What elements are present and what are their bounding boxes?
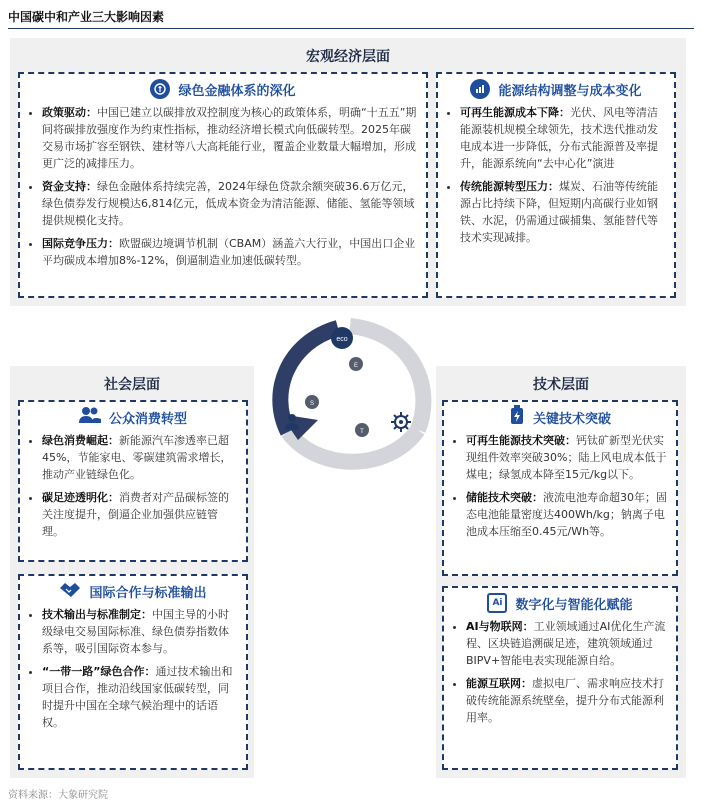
eco-icon — [331, 327, 353, 349]
esg-cycle-diagram — [258, 312, 448, 472]
energy-structure-card — [436, 72, 676, 298]
list-item: • 国际竞争压力：欧盟碳边境调节机制（CBAM）涵盖六大行业，中国出口企业平均碳成本增加8%-12%，倒逼制造业加速低碳转型。 — [42, 235, 418, 269]
finance-icon — [150, 79, 170, 99]
list-item: • 资金支持：绿色金融体系持续完善，2024年绿色贷款余额突破36.6万亿元，绿色债券发行规模达6,814亿元，低成本资金为清洁能源、储能、氢能等领域提供规模化支持。 — [42, 178, 418, 229]
green-finance-title: 绿色金融体系的深化 — [178, 83, 296, 99]
energy-chart-icon — [470, 79, 490, 99]
green-finance-card — [18, 72, 428, 298]
battery-icon — [509, 405, 525, 429]
energy-structure-title: 能源结构调整与成本变化 — [498, 83, 642, 99]
digital-card — [442, 586, 678, 770]
list-item: • “一带一路”绿色合作：通过技术输出和项目合作，推动沿线国家低碳转型，同时提升中国在全球气候治理中的话语权。 — [42, 663, 238, 731]
list-item: • 碳足迹透明化：消费者对产品碳标签的关注度提升，倒逼企业加强供应链管理。 — [42, 489, 238, 540]
people-icon — [79, 406, 101, 428]
gear-icon — [391, 412, 411, 432]
tech-heading: 技术层面 — [533, 377, 589, 393]
page-title: 中国碳中和产业三大影响因素 — [8, 10, 165, 24]
list-item: • AI与物联网：工业领域通过AI优化生产流程、区块链追溯碳足迹，建筑领域通过BIPV+智能电表实现能源自给。 — [466, 618, 668, 669]
svg-text:E: E — [353, 363, 359, 369]
social-heading: 社会层面 — [104, 377, 160, 393]
handshake-icon — [59, 580, 81, 602]
cooperation-card — [18, 574, 248, 770]
svg-text:T: T — [360, 429, 364, 435]
macro-heading: 宏观经济层面 — [306, 49, 390, 65]
title-rule — [8, 28, 694, 29]
list-item: • 可再生能源成本下降：光伏、风电等清洁能源装机规模全球领先，技术迭代推动发电成本进一步降低，分布式能源普及率提升，能源系统向“去中心化”演进 — [460, 104, 666, 172]
list-item: • 可再生能源技术突破：钙钛矿新型光伏实现组件效率突破30%；陆上风电成本低于煤电；绿氢成本降至15元/kg以下。 — [466, 432, 668, 483]
cycle-arc-bottom — [288, 430, 418, 462]
list-item: • 政策驱动：中国已建立以碳排放双控制度为核心的政策体系，明确“十五五”期间将碳排放强度作为约束性指标，推动经济增长模式向低碳转型。2025年碳交易市场扩容至钢铁、建材等八大高耗能行业，覆盖企业数量大幅增加，形成更广泛的减排压力。 — [42, 104, 418, 172]
list-item: • 能源互联网：虚拟电厂、需求响应技术打破传统能源系统壁垒，提升分布式能源利用率。 — [466, 675, 668, 726]
breakthrough-card — [442, 400, 678, 576]
svg-text:S: S — [309, 401, 315, 407]
list-item: • 绿色消费崛起：新能源汽车渗透率已超45%，节能家电、零碳建筑需求增长，推动产业链绿色化。 — [42, 432, 238, 483]
s-node — [305, 395, 319, 409]
breakthrough-title: 关键技术突破 — [532, 411, 611, 427]
consumption-card — [18, 400, 248, 562]
cooperation-title: 国际合作与标准输出 — [89, 585, 207, 601]
consumption-title: 公众消费转型 — [108, 411, 187, 427]
svg-text:eco: eco — [336, 336, 348, 343]
list-item: • 技术输出与标准制定：中国主导的小时级绿电交易国际标准、绿色债券指数体系等，吸引国际资本参与。 — [42, 606, 238, 657]
center-triangle-bg — [323, 362, 383, 422]
source-note: 资料来源：大象研究院 — [8, 790, 108, 801]
list-item: • 储能技术突破：液流电池寿命超30年；固态电池能量密度达400Wh/kg；钠离子电池成本压缩至0.45元/Wh等。 — [466, 489, 668, 540]
digital-title: 数字化与智能化赋能 — [515, 597, 633, 613]
e-node — [349, 357, 363, 371]
t-node — [355, 423, 369, 437]
list-item: • 传统能源转型压力：煤炭、石油等传统能源占比持续下降，但短期内高碳行业如钢铁、水泥，仍需通过碳捕集、氢能替代等技术实现减排。 — [460, 178, 666, 246]
ai-icon: Ai — [487, 593, 507, 613]
